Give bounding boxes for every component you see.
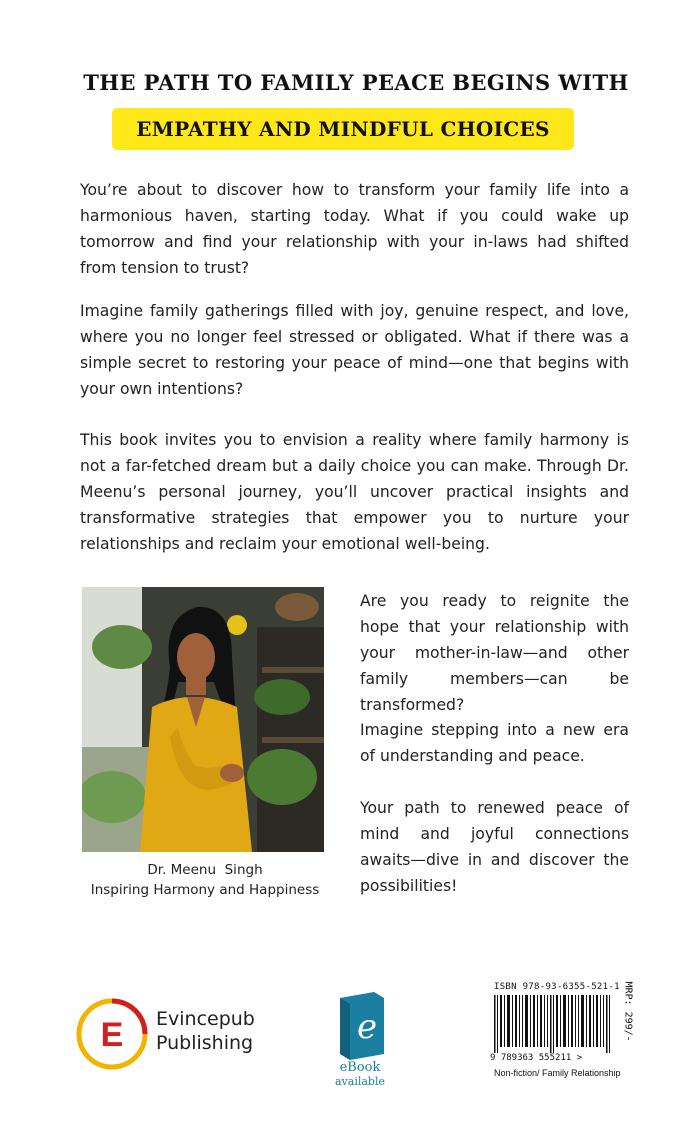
new-era-paragraph: Imagine stepping into a new era of understanding and peace. [360,721,629,765]
author-caption [70,860,340,900]
author-name: Dr. Meenu Singh [147,862,263,878]
intro-paragraph: You’re about to discover how to transform your family life into a harmonious haven, starting today. What if you could wake up tomorrow and find your relationship with your in-laws had shifted from tension to trust? [80,181,629,277]
renewed-peace-paragraph: Your path to renewed peace of mind and joyful connections awaits—dive in and discover the possibilities! [360,799,629,895]
publisher-logo [76,998,316,1068]
book-invite-paragraph: This book invites you to envision a reality where family harmony is not a far-fetched dream but a daily choice you can make. Through Dr. Meenu’s personal journey, you’ll uncover practical insights and transformative strategies that empower you to nurture your relationships and reclaim your emotional well-being. [80,431,629,553]
publisher-name-line1: Evincepub [156,1008,255,1030]
genre-label: Non-fiction/ Family Relationship [494,1068,621,1078]
ebook-available: available [335,1075,385,1088]
ebook-letter: e [356,1007,378,1047]
logo-letter: E [100,1016,124,1054]
headline-highlight: EMPATHY AND MINDFUL CHOICES [136,117,550,141]
author-photo [82,587,324,852]
ebook-badge [330,990,390,1090]
headline: THE PATH TO FAMILY PEACE BEGINS WITH [83,70,629,95]
imagine-paragraph: Imagine family gatherings filled with joy, genuine respect, and love, where you no longer feel stressed or obligated. What if there was a simple secret to restoring your peace of mind—one that begins with your own intentions? [80,302,629,398]
ebook-icon [330,990,390,1060]
ready-paragraph: Are you ready to reignite the hope that your relationship with your mother-in-law—and other family members—can be transformed? [360,592,629,714]
price-label [618,981,634,1066]
price-text: MRP: 299/- [622,981,634,1042]
author-tagline: Inspiring Harmony and Happiness [90,882,320,898]
barcode-digits: 9 789363 555211 > [490,1053,583,1063]
publisher-name-line2: Publishing [156,1032,254,1054]
barcode-icon [494,995,612,1053]
ebook-label: eBook [339,1060,381,1075]
barcode-block [490,982,638,1082]
isbn-text: ISBN 978-93-6355-521-1 [494,982,620,992]
evincepub-logo-icon [76,998,148,1070]
highlight-banner [112,108,574,150]
